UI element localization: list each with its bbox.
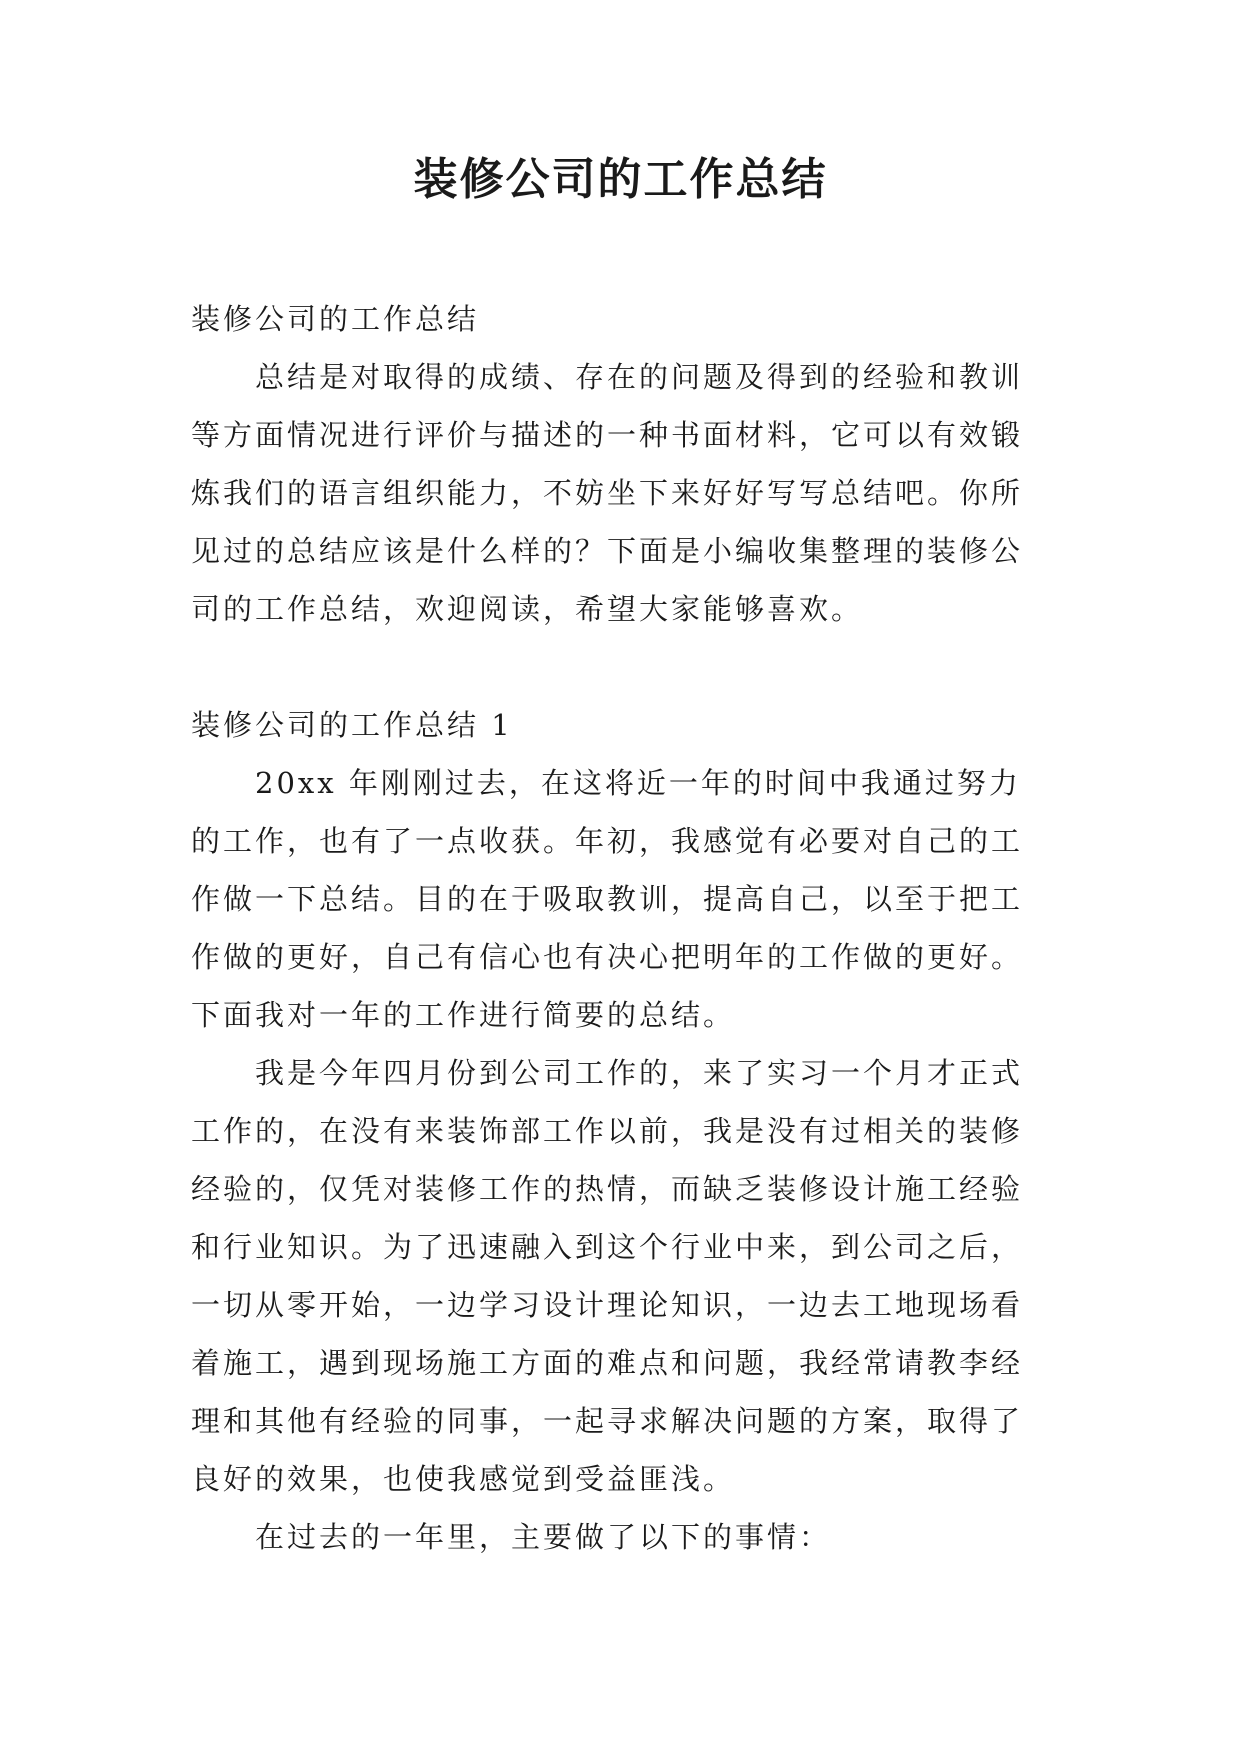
body-paragraph: 20xx 年刚刚过去，在这将近一年的时间中我通过努力的工作，也有了一点收获。年初，我感觉有必要对自己的工作做一下总结。目的在于吸取教训，提高自己，以至于把工作做的更好，自己有信心也有决心把明年的工作做的更好。下面我对一年的工作进行简要的总结。 [191,766,1024,1032]
document-title: 装修公司的工作总结 [413,154,828,205]
intro-paragraph: 总结是对取得的成绩、存在的问题及得到的经验和教训等方面情况进行评价与描述的一种书面材料，它可以有效锻炼我们的语言组织能力，不妨坐下来好好写写总结吧。你所见过的总结应该是什么样的？下面是小编收集整理的装修公司的工作总结，欢迎阅读，希望大家能够喜欢。 [191,360,1024,626]
section-heading: 装修公司的工作总结 1 [191,708,513,742]
body-paragraph: 在过去的一年里，主要做了以下的事情： [255,1520,832,1554]
document-subtitle: 装修公司的工作总结 [191,302,480,336]
body-paragraph: 我是今年四月份到公司工作的，来了实习一个月才正式工作的，在没有来装饰部工作以前，我是没有过相关的装修经验的，仅凭对装修工作的热情，而缺乏装修设计施工经验和行业知识。为了迅速融入到这个行业中来，到公司之后，一切从零开始，一边学习设计理论知识，一边去工地现场看着施工，遇到现场施工方面的难点和问题，我经常请教李经理和其他有经验的同事，一起寻求解决问题的方案，取得了良好的效果，也使我感觉到受益匪浅。 [191,1056,1024,1496]
